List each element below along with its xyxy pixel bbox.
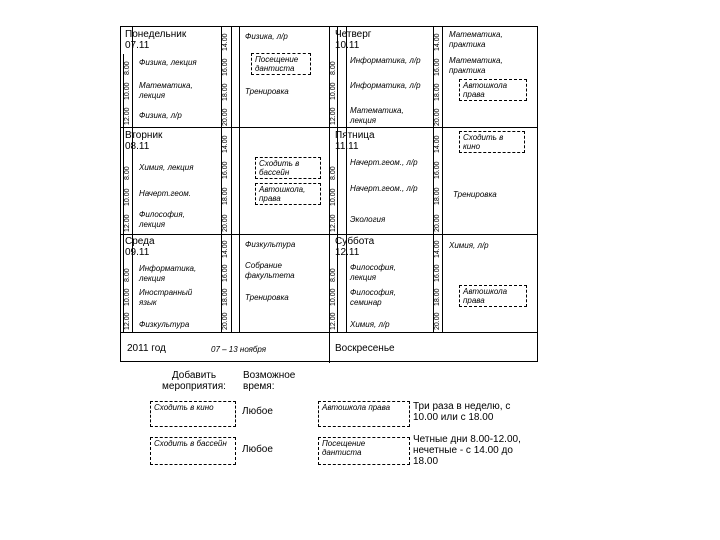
event[interactable]: Тренировка (245, 293, 289, 302)
task-event[interactable]: Посещение дантиста (318, 437, 410, 465)
time-label: 12.00 (330, 107, 337, 125)
time-label: 18.00 (222, 83, 229, 101)
event[interactable]: Экология (350, 215, 386, 224)
time-label: 20.00 (434, 214, 441, 232)
time-label: 16.00 (222, 161, 229, 179)
time-label: 14.00 (222, 135, 229, 153)
time-label: 14.00 (222, 240, 229, 258)
proposed-event[interactable]: Автошкола, права (255, 183, 321, 205)
time-scale (221, 234, 231, 332)
event[interactable]: Собрание факультета (245, 261, 295, 280)
divider (239, 27, 240, 332)
event[interactable]: Философия, лекция (139, 210, 185, 229)
time-label: 8.00 (330, 61, 337, 75)
time-label: 8.00 (330, 268, 337, 282)
time-label: 20.00 (434, 108, 441, 126)
event[interactable]: Философия, семинар (350, 288, 396, 307)
day-header-monday (125, 29, 186, 51)
time-label: 14.00 (222, 33, 229, 51)
time-label: 12.00 (124, 312, 131, 330)
divider (346, 27, 347, 332)
week-range: 07 – 13 ноября (211, 345, 266, 354)
event[interactable]: Иностранный язык (139, 288, 193, 307)
day-name: Вторник (125, 130, 163, 141)
time-label: 18.00 (434, 288, 441, 306)
time-label: 8.00 (124, 61, 131, 75)
task-time: Три раза в неделю, с 10.00 или с 18.00 (413, 401, 511, 423)
day-date: 12.11 (335, 247, 360, 258)
event[interactable]: Начерт.геом., л/р (350, 184, 418, 193)
day-name: Четверг (335, 29, 372, 40)
day-header-saturday (335, 236, 374, 258)
time-label: 14.00 (434, 135, 441, 153)
day-header-tuesday (125, 130, 162, 152)
day-name: Суббота (335, 236, 375, 247)
task-event[interactable]: Сходить в кино (150, 401, 236, 427)
time-label: 16.00 (434, 58, 441, 76)
time-scale (433, 234, 443, 332)
time-label: 16.00 (222, 264, 229, 282)
time-label: 20.00 (222, 312, 229, 330)
proposed-event[interactable]: Сходить в кино (459, 131, 525, 153)
task-event[interactable]: Сходить в бассейн (150, 437, 236, 465)
time-label: 18.00 (222, 187, 229, 205)
time-scale (123, 154, 133, 234)
event[interactable]: Информатика, л/р (350, 56, 421, 65)
time-label: 8.00 (124, 166, 131, 180)
day-name: Понедельник (125, 29, 187, 40)
time-label: 8.00 (330, 166, 337, 180)
event[interactable]: Физика, лекция (139, 58, 197, 67)
event[interactable]: Физкультура (139, 320, 190, 329)
time-label: 16.00 (222, 58, 229, 76)
proposed-event[interactable]: Посещение дантиста (251, 53, 311, 75)
day-date: 07.11 (125, 40, 150, 51)
time-scale (221, 127, 231, 234)
time-scale (433, 127, 443, 234)
time-label: 10.00 (124, 82, 131, 100)
time-label: 20.00 (434, 312, 441, 330)
event[interactable]: Физика, л/р (139, 111, 182, 120)
time-label: 10.00 (124, 188, 131, 206)
time-label: 8.00 (124, 268, 131, 282)
time-label: 12.00 (124, 214, 131, 232)
add-events-heading: Добавить мероприятия: (162, 370, 226, 392)
event[interactable]: Химия, лекция (139, 163, 194, 172)
day-header-friday (335, 130, 375, 152)
day-date: 08.11 (125, 141, 150, 152)
event[interactable]: Физкультура (245, 240, 296, 249)
event[interactable]: Математика, практика (449, 30, 503, 49)
time-scale (123, 261, 133, 332)
year-label: 2011 год (127, 343, 166, 354)
time-label: 10.00 (330, 82, 337, 100)
time-scale (329, 154, 339, 234)
time-scale (329, 261, 339, 332)
event[interactable]: Химия, л/р (350, 320, 390, 329)
divider (121, 127, 537, 128)
event[interactable]: Информатика, л/р (350, 81, 421, 90)
day-header-thursday (335, 29, 371, 51)
event[interactable]: Математика, лекция (350, 106, 404, 125)
time-label: 20.00 (222, 214, 229, 232)
event[interactable]: Тренировка (245, 87, 289, 96)
event[interactable]: Тренировка (453, 190, 497, 199)
possible-time-heading: Возможное время: (243, 370, 296, 392)
time-label: 18.00 (222, 288, 229, 306)
day-header-sunday: Воскресенье (335, 343, 395, 354)
event[interactable]: Математика, практика (449, 56, 503, 75)
time-scale (123, 54, 133, 127)
day-name: Среда (125, 236, 155, 247)
event[interactable]: Начерт.геом., л/р (350, 158, 418, 167)
event[interactable]: Философия, лекция (350, 263, 396, 282)
time-label: 12.00 (330, 214, 337, 232)
time-label: 14.00 (434, 33, 441, 51)
task-time: Четные дни 8.00-12.00, нечетные - с 14.00 до 18.00 (413, 434, 521, 467)
time-label: 20.00 (222, 108, 229, 126)
event[interactable]: Физика, л/р (245, 32, 288, 41)
event[interactable]: Информатика, лекция (139, 264, 197, 283)
time-label: 18.00 (434, 83, 441, 101)
task-time: Любое (242, 444, 273, 455)
time-label: 10.00 (330, 188, 337, 206)
day-date: 10.11 (335, 40, 360, 51)
time-label: 16.00 (434, 161, 441, 179)
time-label: 18.00 (434, 187, 441, 205)
time-label: 12.00 (124, 107, 131, 125)
time-label: 10.00 (124, 288, 131, 306)
time-label: 16.00 (434, 264, 441, 282)
divider (231, 27, 232, 332)
divider (121, 332, 537, 333)
time-label: 14.00 (434, 240, 441, 258)
time-scale (221, 27, 231, 127)
day-name: Пятница (335, 130, 375, 141)
proposed-event[interactable]: Автошкола права (459, 79, 527, 101)
day-date: 11.11 (335, 141, 359, 152)
time-scale (329, 54, 339, 127)
weekly-planner (120, 26, 538, 362)
event[interactable]: Начерт.геом. (139, 189, 191, 198)
day-header-wednesday (125, 236, 155, 258)
event[interactable]: Математика, лекция (139, 81, 193, 100)
time-label: 12.00 (330, 312, 337, 330)
day-date: 09.11 (125, 247, 150, 258)
proposed-event[interactable]: Сходить в бассейн (255, 157, 321, 179)
task-time: Любое (242, 406, 273, 417)
time-label: 10.00 (330, 288, 337, 306)
task-event[interactable]: Автошкола права (318, 401, 410, 427)
proposed-event[interactable]: Автошкола права (459, 285, 527, 307)
event[interactable]: Химия, л/р (449, 241, 489, 250)
divider (121, 234, 537, 235)
time-scale (433, 27, 443, 127)
